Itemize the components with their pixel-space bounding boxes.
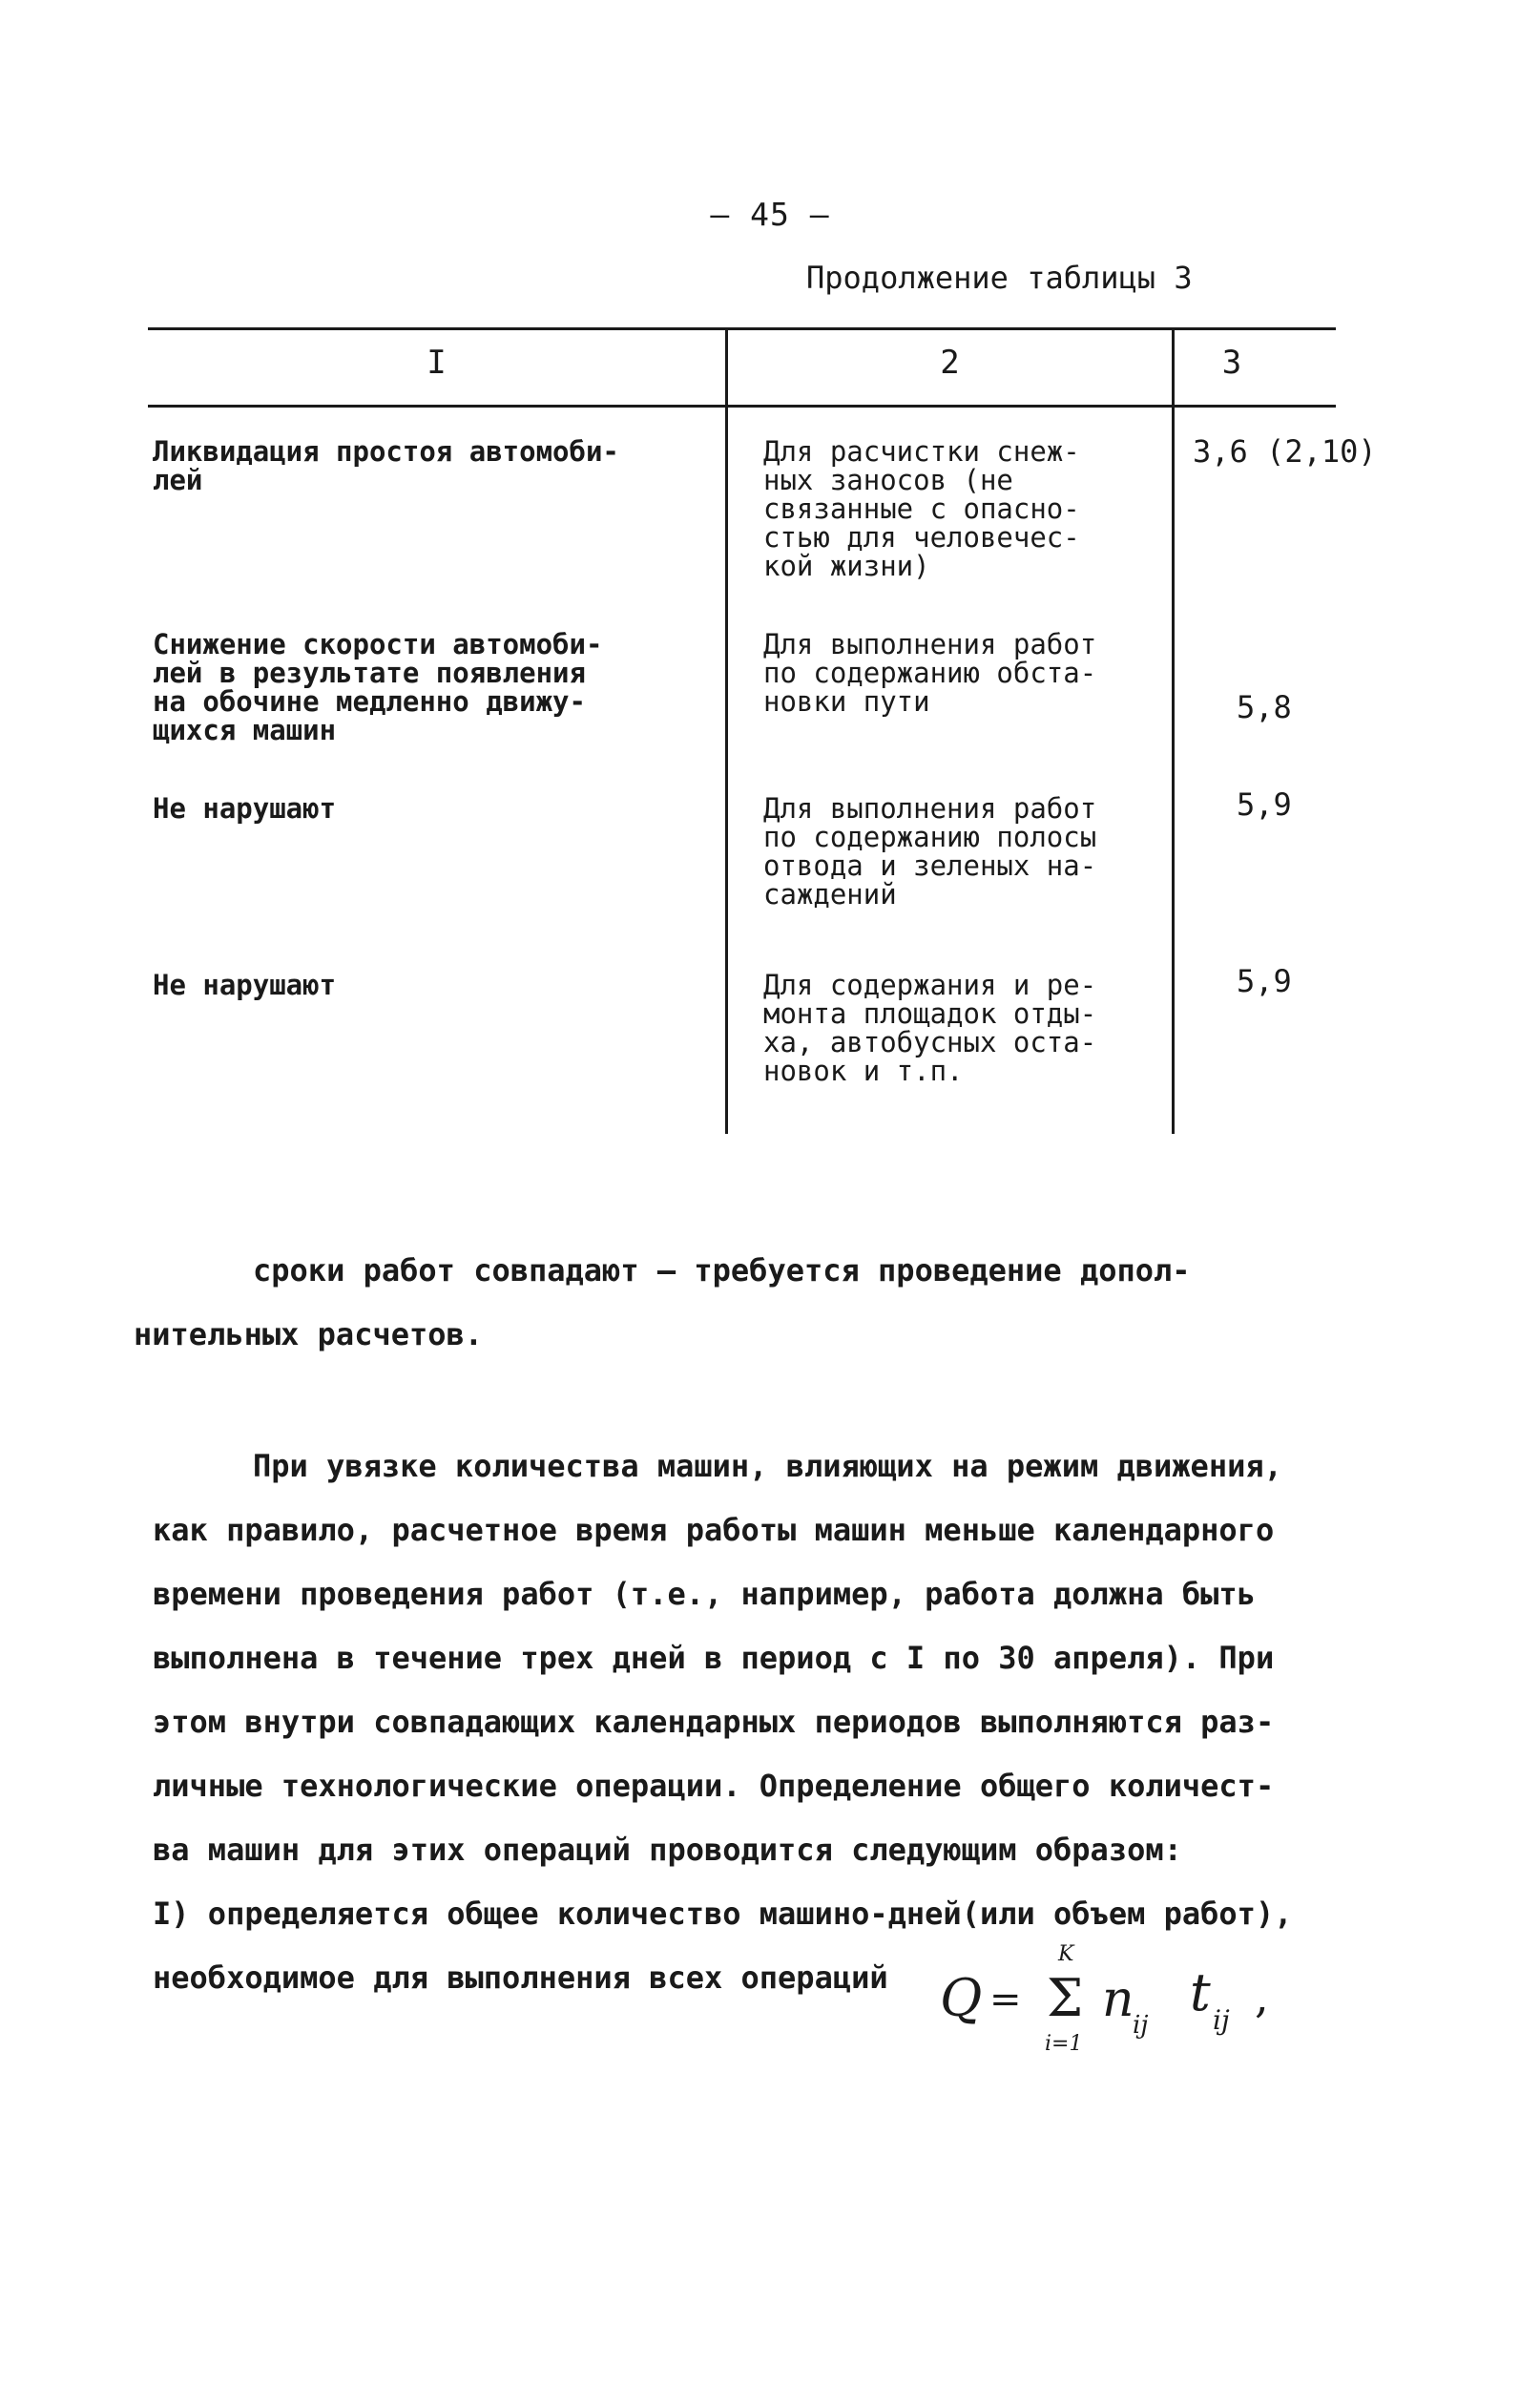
cell-line: лей в результате появления (153, 657, 586, 689)
formula-term: n (1102, 1971, 1134, 2028)
cell-line: Для содержания и ре- (763, 969, 1097, 1001)
handwritten-formula (940, 1934, 1312, 2058)
text-line: сроки работ совпадают – требуется проведение допол- (253, 1252, 1191, 1288)
cell-line: стью для человечес- (763, 521, 1080, 554)
text-line: При увязке количества машин, влияющих на режим движения, (253, 1448, 1282, 1484)
cell-line: на обочине медленно движу- (153, 685, 586, 718)
formula-trailing-comma: , (1255, 1971, 1269, 2022)
table-cell-effect (153, 971, 336, 999)
cell-line: отвода и зеленых на- (763, 849, 1097, 882)
table-header-col-2: 2 (940, 344, 960, 382)
formula-term-sub: ij (1133, 2011, 1149, 2040)
table-cell-effect (153, 630, 602, 744)
cell-line: ных заносов (не (763, 464, 1013, 496)
cell-line: Не нарушают (153, 969, 337, 1001)
formula-lhs: Q (940, 1968, 983, 2028)
text-line: времени проведения работ (т.е., например, работа должна быть (153, 1576, 1256, 1612)
formula-equals: = (989, 1978, 1022, 2021)
text-line: этом внутри совпадающих календарных периодов выполняются раз- (153, 1704, 1275, 1740)
cell-line: Снижение скорости автомоби- (153, 628, 603, 660)
cell-line: новок и т.п. (763, 1055, 964, 1087)
formula-sum-upper: K (1058, 1942, 1074, 1966)
formula-sum-symbol: Σ (1047, 1968, 1084, 2028)
text-line: личные технологические операции. Определение общего количест- (153, 1768, 1275, 1804)
table-cell-value: 5,8 (1237, 689, 1292, 725)
table-cell-purpose (763, 971, 1096, 1085)
table-cell-value: 5,9 (1237, 963, 1292, 999)
cell-line: по содержанию полосы (763, 821, 1097, 853)
table-caption: Продолжение таблицы 3 (806, 260, 1193, 296)
page-number: – 45 – (710, 196, 830, 233)
cell-line: Для выполнения работ (763, 792, 1097, 825)
cell-line: ха, автобусных оста- (763, 1026, 1097, 1058)
cell-line: лей (153, 464, 203, 496)
text-line: нительных расчетов. (134, 1316, 484, 1352)
table-column-divider-2 (1172, 327, 1175, 1134)
cell-line: саждений (763, 878, 897, 911)
formula-sum-lower: i=1 (1045, 2032, 1083, 2056)
table-cell-value: 5,9 (1237, 786, 1292, 823)
table-header-col-3: 3 (1221, 344, 1242, 382)
cell-line: щихся машин (153, 714, 337, 746)
table-cell-purpose (763, 630, 1096, 716)
cell-line: монта площадок отды- (763, 997, 1097, 1030)
text-line: I) определяется общее количество машино-дней(или объем работ), (153, 1896, 1293, 1932)
table-cell-purpose (763, 437, 1080, 580)
formula-factor: t (1190, 1962, 1211, 2022)
paragraph-main (153, 1435, 1292, 2010)
table-top-rule (148, 327, 1336, 330)
cell-line: связанные с опасно- (763, 492, 1080, 525)
table-cell-effect (153, 437, 619, 494)
table-cell-effect (153, 794, 336, 823)
table-column-divider-1 (725, 327, 728, 1134)
table-header-col-1: I (427, 344, 447, 382)
text-line: как правило, расчетное время работы машин меньше календарного (153, 1512, 1275, 1548)
cell-line: кой жизни) (763, 550, 930, 582)
cell-line: Ликвидация простоя автомоби- (153, 435, 619, 468)
paragraph-continuation (134, 1239, 1191, 1367)
text-line: выполнена в течение трех дней в период с I по 30 апреля). При (153, 1640, 1275, 1676)
table-cell-purpose (763, 794, 1096, 909)
table-cell-value: 3,6 (2,10) (1193, 433, 1377, 470)
cell-line: Для выполнения работ (763, 628, 1097, 660)
cell-line: по содержанию обста- (763, 657, 1097, 689)
table-header-rule (148, 405, 1336, 408)
cell-line: Для расчистки снеж- (763, 435, 1080, 468)
cell-line: новки пути (763, 685, 930, 718)
text-line: необходимое для выполнения всех операций (153, 1959, 888, 1996)
text-line: ва машин для этих операций проводится следующим образом: (153, 1832, 1182, 1868)
formula-factor-sub: ij (1213, 2004, 1230, 2036)
cell-line: Не нарушают (153, 792, 337, 825)
